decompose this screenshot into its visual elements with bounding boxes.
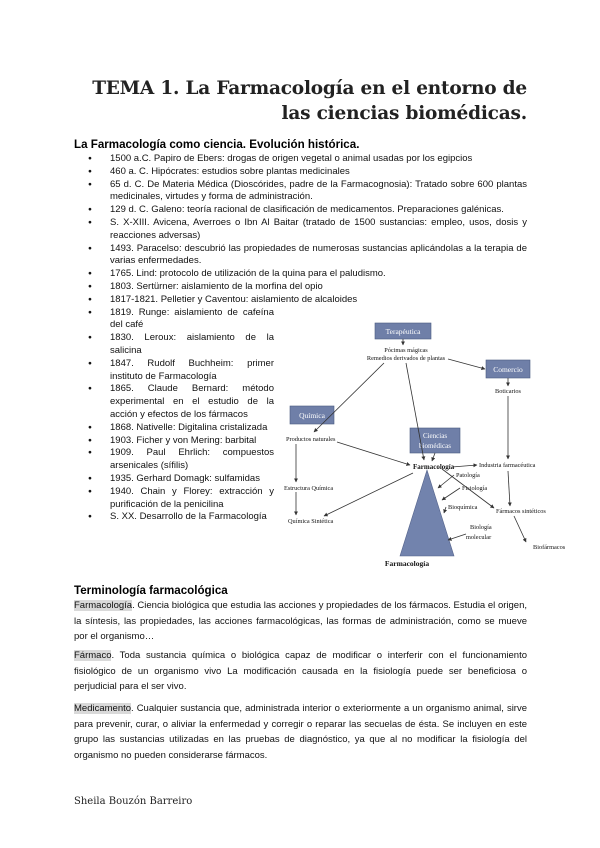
- arrow-patologia: [438, 475, 454, 488]
- pyramid-shape: [400, 470, 454, 556]
- arrow-industria-farmacos: [508, 471, 510, 506]
- label-farmacologia-top: Farmacología: [413, 463, 455, 471]
- section-heading-history: La Farmacología como ciencia. Evolución histórica.: [74, 138, 360, 151]
- list-item: ● 1765. Lind: protocolo de utilización de la quina para el paludismo.: [74, 268, 527, 281]
- list-item: ● 1868. Nativelle: Digitalina cristalizada: [74, 422, 274, 435]
- label-patologia: Patología: [456, 472, 480, 479]
- list-item: ● 1500 a.C. Papiro de Ebers: drogas de origen vegetal o animal usadas por los egipcios: [74, 153, 527, 166]
- list-item: ● 1819. Runge: aislamiento de cafeína del café: [74, 307, 274, 333]
- box-terapeutica-label: Terapéutica: [385, 327, 421, 336]
- term-farmacologia: Farmacología: [74, 600, 133, 611]
- arrow-farmacos-biofarmacos: [514, 516, 526, 542]
- label-farmacos-sinteticos: Fármacos sintéticos: [496, 508, 546, 515]
- list-item: ● 129 d. C. Galeno: teoría racional de clasificación de medicamentos. Preparaciones galénicas.: [74, 204, 527, 217]
- list-item: ● 1830. Leroux: aislamiento de la salicina: [74, 332, 274, 358]
- arrow-remedios-productos: [314, 363, 384, 432]
- list-item: ● 1803. Sertürner: aislamiento de la morfina del opio: [74, 281, 527, 294]
- arrow-farmacologia-sintetica: [324, 473, 413, 516]
- label-industria: Industria farmacéutica: [479, 462, 536, 469]
- definition-farmaco: [74, 648, 527, 695]
- term-medicamento: Medicamento: [74, 703, 132, 714]
- list-item: ● 460 a. C. Hipócrates: estudios sobre plantas medicinales: [74, 166, 527, 179]
- label-biofarmacos: Biofármacos: [533, 544, 566, 551]
- label-remedios: Remedios derivados de plantas: [366, 355, 446, 362]
- label-biologia-2: molecular: [466, 534, 492, 541]
- list-item: ● 1903. Ficher y von Mering: barbital: [74, 435, 274, 448]
- definition-text: . Cualquier sustancia que, administrada interior o exteriormente a un organismo animal, sirve para prevenir, curar, o aliviar la enfermedad y corregir o reparar las secuelas de ésta. Se incluyen en este grupo las sustancias utilizadas en las pruebas de diagnóstico, ya que al no modificar la fisiología del organismo no pueden considerarse fármacos.: [74, 703, 527, 761]
- arrow-fisiologia: [442, 488, 460, 500]
- list-item: ● S. X-XIII. Avicena, Averroes o Ibn Al Baitar (tratado de 1500 sustancias: empleo, usos, dosis y reacciones adversas): [74, 217, 527, 243]
- list-item: ● 1865. Claude Bernard: método experimental en el estudio de la acción y efectos de los fármacos: [74, 383, 274, 421]
- pharmacology-diagram: [282, 320, 566, 570]
- label-productos: Productos naturales: [286, 436, 336, 443]
- arrow-productos-farmacologia: [337, 442, 410, 465]
- label-bioquimica: Bioquímica: [448, 504, 478, 511]
- label-estructura: Estructura Química: [284, 485, 334, 492]
- label-biologia-1: Biología: [470, 524, 492, 531]
- list-item: ● 1817-1821. Pelletier y Caventou: aislamiento de alcaloides: [74, 294, 527, 307]
- section-heading-terminology: Terminología farmacológica: [74, 584, 228, 597]
- list-item: ● 1847. Rudolf Buchheim: primer instituto de Farmacología: [74, 358, 274, 384]
- label-pocimas: Pócimas mágicas: [384, 347, 428, 354]
- list-item: ● 1935. Gerhard Domagk: sulfamidas: [74, 473, 274, 486]
- box-ciencias-label-1: Ciencias: [422, 432, 448, 440]
- arrow-biologia: [448, 534, 466, 540]
- arrow-remedios-comercio: [448, 359, 485, 369]
- definition-farmacologia: [74, 598, 527, 645]
- list-item: ● 1493. Paracelso: descubrió las propiedades de numerosas sustancias aplicándolas a la terapia de varias enfermedades.: [74, 243, 527, 269]
- arrow-ciencias-farmacologia: [432, 453, 435, 461]
- box-comercio-label: Comercio: [493, 365, 523, 374]
- page-title: TEMA 1. La Farmacología en el entorno de las ciencias biomédicas.: [92, 78, 527, 124]
- box-quimica-label: Química: [299, 411, 325, 420]
- list-item: ● 1940. Chain y Florey: extracción y purificación de la penicilina: [74, 486, 274, 512]
- label-boticarios: Boticarios: [495, 388, 521, 395]
- label-fisiologia: Fisiología: [462, 485, 488, 492]
- box-ciencias-label-2: biomédicas: [419, 442, 451, 450]
- term-farmaco: Fármaco: [74, 650, 112, 661]
- list-item: ● S. XX. Desarrollo de la Farmacología: [74, 511, 274, 524]
- footer-author: Sheila Bouzón Barreiro: [74, 796, 193, 807]
- list-item: ● 65 d. C. De Materia Médica (Dioscórides, padre de la Farmacognosia): Tratado sobre 600 plantas medicinales, virtudes y forma de administración.: [74, 179, 527, 205]
- definition-text: . Ciencia biológica que estudia las acciones y propiedades de los fármacos. Estudia el origen, la síntesis, las propiedades, las acciones farmacológicas, las formas de administración, como se mueve por el organismo…: [74, 600, 527, 643]
- arrow-farmacologia-industria: [452, 465, 477, 467]
- list-item: ● 1909. Paul Ehrlich: compuestos arsenicales (sífilis): [74, 447, 274, 473]
- arrow-bioquimica: [444, 507, 446, 513]
- definition-medicamento: [74, 701, 527, 763]
- label-farmacologia-bottom: Farmacología: [384, 559, 430, 568]
- definition-text: . Toda sustancia química o biológica capaz de modificar o interferir con el funcionamiento fisiológico de un organismo vivo La modificación causada en la fisiología puede ser beneficiosa o perjudicial para el ser vivo.: [74, 650, 527, 693]
- label-quimica-sintetica: Química Sintética: [288, 518, 334, 525]
